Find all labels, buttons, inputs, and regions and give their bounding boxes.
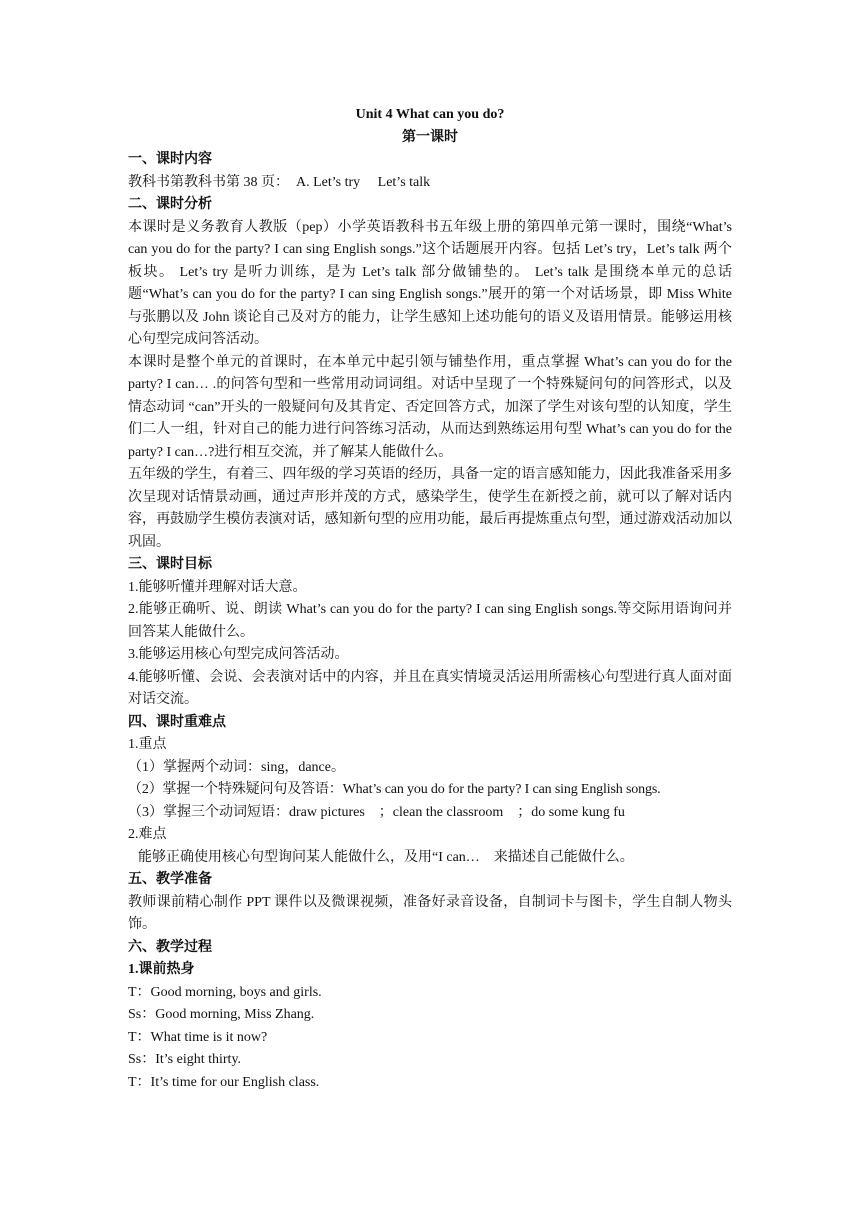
key-item: （3）掌握三个动词短语：draw pictures ；clean the classroom ；do some kung fu: [128, 804, 625, 820]
preparation-text: 教师课前精心制作 PPT 课件以及微课视频，准备好录音设备，自制词卡与图卡，学生自制人物头饰。: [128, 894, 732, 932]
section-heading-process: 六、教学过程: [128, 939, 212, 955]
doc-title: Unit 4 What can you do?: [355, 107, 505, 122]
section-heading-analysis: 二、课时分析: [128, 197, 212, 212]
goal-item: 3.能够运用核心句型完成问答活动。: [128, 647, 349, 662]
section-heading-content: 一、课时内容: [128, 152, 212, 167]
document-page: [128, 104, 732, 1094]
section-heading-preparation: 五、教学准备: [128, 872, 212, 887]
content-line: 教科书第教科书第 38 页： A. Let’s try Let’s talk: [128, 174, 431, 190]
dialog-line: Ss：Good morning, Miss Zhang.: [128, 1007, 315, 1022]
analysis-paragraph-3: 五年级的学生，有着三、四年级的学习英语的经历，具备一定的语言感知能力，因此我准备采用多次呈现对话情景动画，通过声形并茂的方式，感染学生，使学生在新授之前，就可以了解对话内容，再鼓励学生模仿表演对话，感知新句型的应用功能，最后再提炼重点句型，通过游戏活动加以巩固。: [128, 467, 732, 550]
process-subheading: 1.课前热身: [128, 962, 195, 977]
difficulty-label: 2.难点: [128, 827, 167, 842]
key-label: 1.重点: [128, 737, 167, 752]
goal-item: 1.能够听懂并理解对话大意。: [128, 579, 307, 595]
dialog-line: T：Good morning, boys and girls.: [128, 984, 322, 1000]
difficulty-text: 能够正确使用核心句型询问某人能做什么，及用“I can… 来描述自己能做什么。: [138, 849, 634, 865]
analysis-paragraph-1: 本课时是义务教育人教版（pep）小学英语教科书五年级上册的第四单元第一课时，围绕“What’s can you do for the party? I can sing English songs.”这个话题展开内容。包括 Let’s try，Let’s talk 两个板块。 Let’s try 是听力训练，是为 Let’s talk 部分做铺垫的。 Let’s talk 是围绕本单元的总话题“What’s can you do for the party? I can sing English songs.”展开的第一个对话场景，即 Miss White 与张鹏以及 John 谈论自己及对方的能力，让学生感知上述功能句的语义及语用情景。能够运用核心句型完成问答活动。: [128, 219, 732, 347]
dialog-line: T：What time is it now?: [128, 1029, 268, 1045]
key-item: （1）掌握两个动词：sing，dance。: [128, 759, 345, 775]
dialog-line: Ss：It’s eight thirty.: [128, 1052, 242, 1067]
dialog-line: T：It’s time for our English class.: [128, 1074, 320, 1090]
section-heading-goals: 三、课时目标: [128, 557, 212, 572]
key-item: （2）掌握一个特殊疑问句及答语：What’s can you do for the party? I can sing English songs.: [128, 782, 661, 797]
goal-item: 4.能够听懂、会说、会表演对话中的内容，并且在真实情境灵活运用所需核心句型进行真人面对面对话交流。: [128, 669, 732, 707]
doc-subtitle: 第一课时: [402, 129, 458, 145]
section-heading-key-points: 四、课时重难点: [128, 714, 226, 730]
goal-item: 2.能够正确听、说、朗读 What’s can you do for the party? I can sing English songs.等交际用语询问并回答某人能做什么。: [128, 602, 732, 640]
analysis-paragraph-2: 本课时是整个单元的首课时，在本单元中起引领与铺垫作用，重点掌握 What’s can you do for the party? I can… .的问答句型和一些常用动词词组。对话中呈现了一个特殊疑问句的问答形式，以及情态动词 “can”开头的一般疑问句及其肯定、否定回答方式，加深了学生对该句型的认知度，学生们二人一组，针对自己的能力进行问答练习活动，从而达到熟练运用句型 What’s can you do for the party? I can…?进行相互交流，并了解某人能做什么。: [128, 354, 732, 460]
